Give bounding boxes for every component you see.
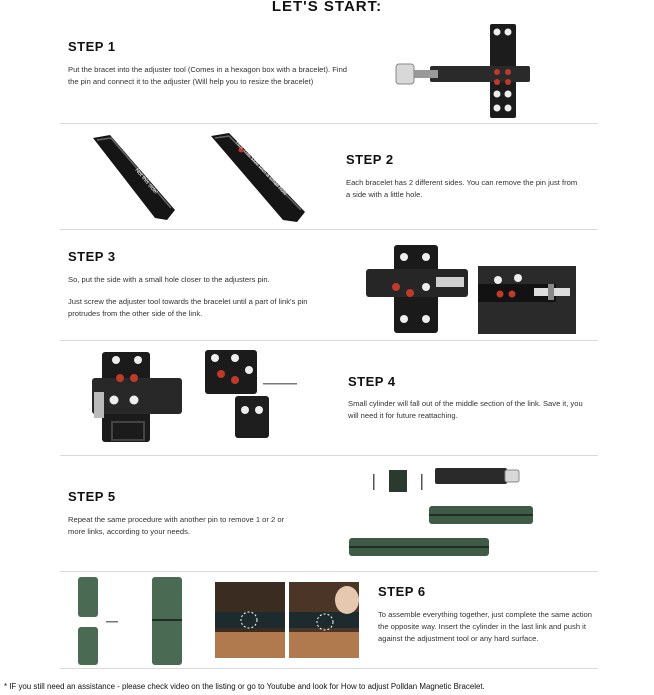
step-6-photo-1 [215, 582, 285, 658]
bracelet-correct-side-image [205, 130, 315, 225]
step-2-text: Each bracelet has 2 different sides. You can remove the pin just from a side with a little hole. [346, 178, 578, 199]
step-3-closeup-image-1 [366, 243, 468, 335]
bracelet-wrong-side-image [85, 130, 185, 225]
divider [60, 229, 598, 230]
divider [60, 340, 598, 341]
step-4-text: Small cylinder will fall out of the middle section of the link. Save it, you will need it for future reattaching. [348, 399, 583, 420]
divider [60, 455, 598, 456]
footer-note: * IF you still need an assistance - please check video on the listing or go to Youtube and look for How to adjust Polldan Magnetic Bracelet. [4, 682, 485, 691]
step-6-links-image [78, 575, 186, 667]
step-6-photo-2 [289, 582, 359, 658]
step-4-link-image [205, 350, 300, 442]
divider [60, 668, 598, 669]
step-3-closeup-image-2 [478, 266, 576, 334]
step-1-text: Put the bracet into the adjuster tool (Comes in a hexagon box with a bracelet). Find the pin and connect it to the adjuster (Will help you to resize the bracelet) [68, 65, 348, 86]
step-1-title: STEP 1 [68, 39, 116, 54]
step-6-title: STEP 6 [378, 584, 426, 599]
divider [60, 571, 598, 572]
step-5-parts-image [345, 460, 545, 560]
step-3-text: So, put the side with a small hole closer to the adjusters pin. Just screw the adjuster tool towards the bracelet until a part of link's pin protrudes from the other side of the link. [68, 275, 308, 318]
label-not-this-side: Not this side! [133, 167, 159, 196]
adjuster-tool-image [390, 22, 540, 120]
step-4-title: STEP 4 [348, 374, 396, 389]
divider [60, 123, 598, 124]
step-4-adjuster-image [92, 348, 184, 446]
step-2-title: STEP 2 [346, 152, 394, 167]
step-6-text: To assemble everything together, just complete the same action the opposite way. Insert the cylinder in the last link and push it against the adjustment tool or any hard surface. [378, 610, 593, 643]
step-5-title: STEP 5 [68, 489, 116, 504]
page-title: LET'S START: [271, 0, 383, 15]
step-5-text: Repeat the same procedure with another pin to remove 1 or 2 or more links, according to your needs. [68, 515, 285, 536]
step-3-title: STEP 3 [68, 249, 116, 264]
label-yes-this-side: Yes! This side with a small hole [233, 139, 288, 197]
